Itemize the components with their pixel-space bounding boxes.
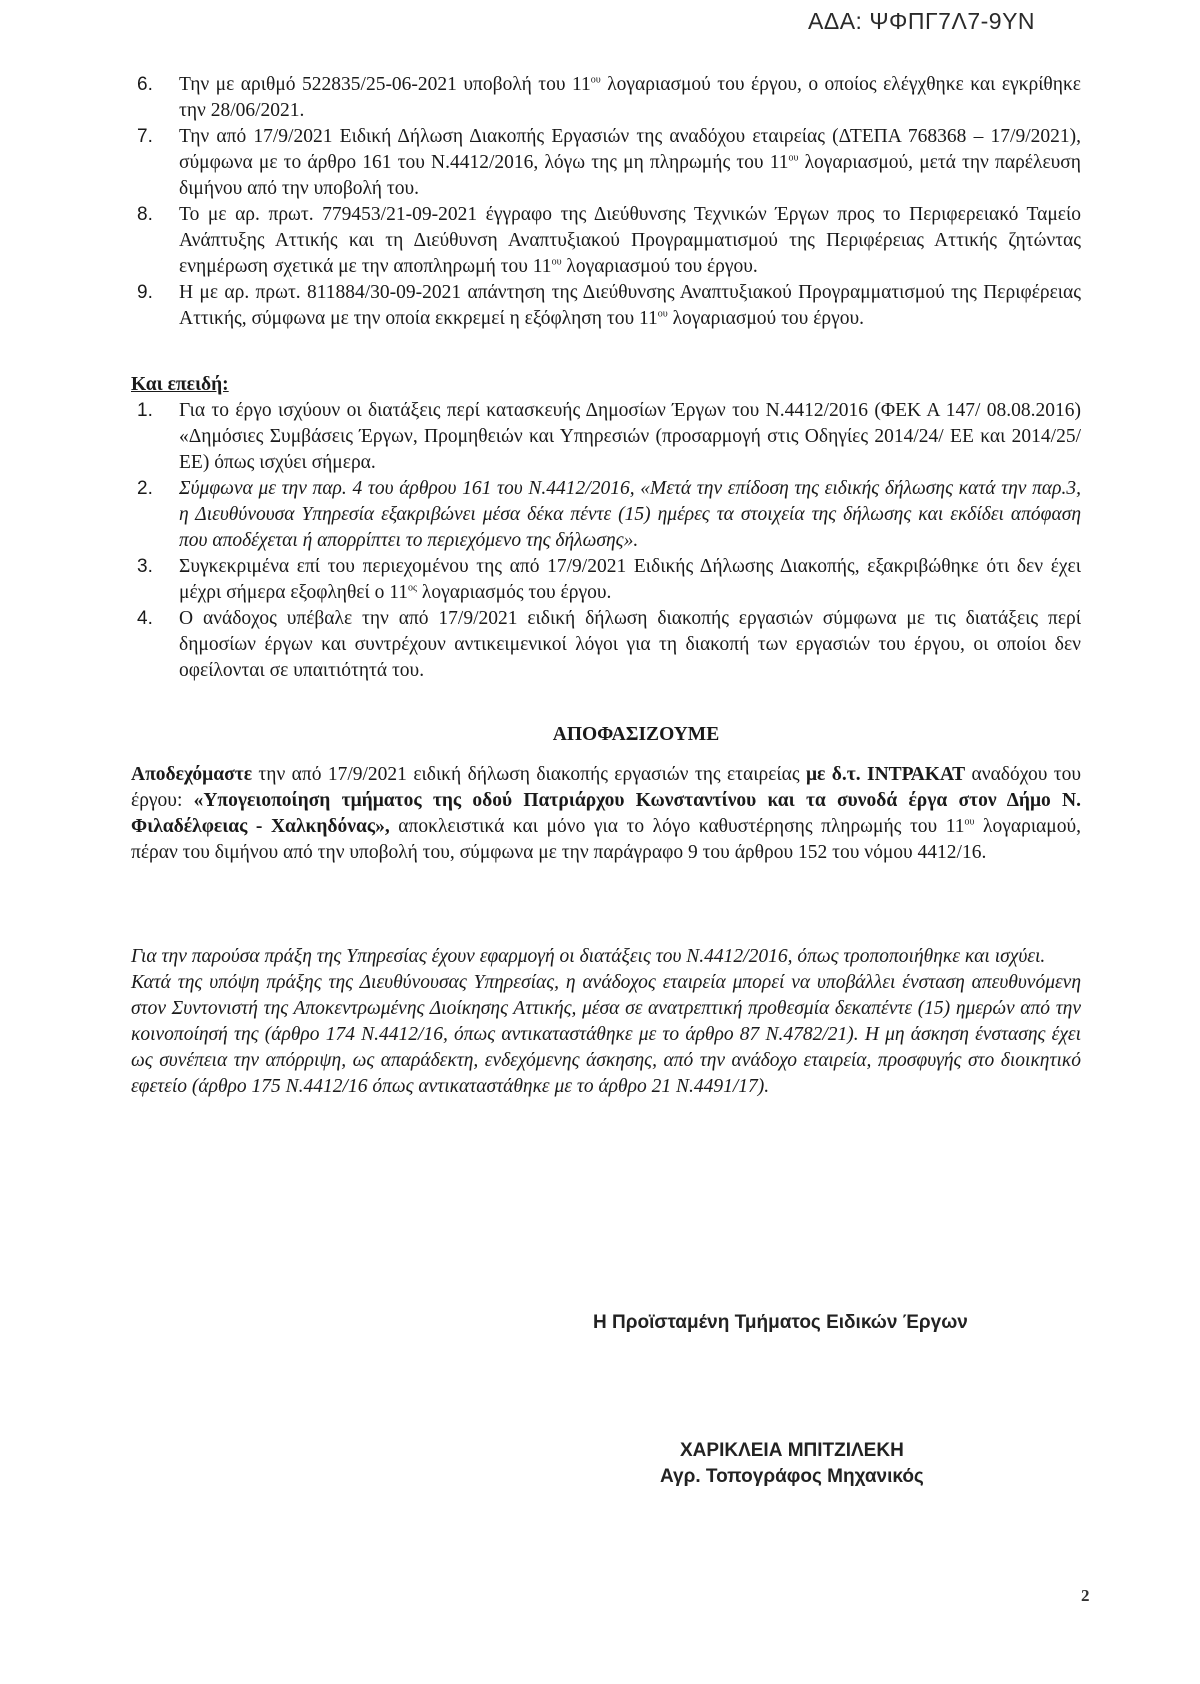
page-number: 2 <box>1081 1586 1090 1605</box>
legal-note-objection: Κατά της υπόψη πράξης της Διευθύνουσας Υπηρεσίας, η ανάδοχος εταιρεία μπορεί να υποβάλλει ένσταση απευθυνόμενη στον Συντονιστή της Αποκεντρωμένης Διοίκησης Αττικής, μέσα σε ανατρεπτική προθεσμία δεκαπέντε (15) ημερών από την κοινοποίησή της (άρθρο 174 Ν.4412/16, όπως αντικαταστάθηκε με το άρθρο 87 Ν.4782/21). Η μη άσκηση ένστασης έχει ως συνέπεια την απόρριψη, ως απαράδεκτη, ενδεχόμενης άσκησης, από την ανάδοχο εταιρεία, προσφυγής στο διοικητικό εφετείο (άρθρο 175 Ν.4412/16 όπως αντικαταστάθηκε με το άρθρο 21 Ν.4491/17). <box>131 972 1081 1097</box>
item-number: 4. <box>137 608 153 629</box>
whereas-heading: Και επειδή: <box>131 374 229 395</box>
consideration-item-6: 6. Την με αριθμό 522835/25-06-2021 υποβολή του $11^{o\upsilon}$ λογαριασμού του έργου, ο οποίος ελέγχθηκε και εγκρίθηκε την 28/06/2021. <box>137 74 1081 121</box>
item-number: 9. <box>137 282 153 303</box>
decision-title: ΑΠΟΦΑΣΙΖΟΥΜΕ <box>552 724 720 745</box>
consideration-item-8: 8. Το με αρ. πρωτ. 779453/21-09-2021 έγγραφο της Διεύθυνσης Τεχνικών Έργων προς το Περιφερειακό Ταμείο Ανάπτυξης Αττικής και τη Διεύθυνση Αναπτυξιακού Προγραμματισμού της Περιφέρειας Αττικής ζητώντας ενημέρωση σχετικά με την αποπληρωμή του $11^{o\upsilon}$ λογαριασμού του έργου. <box>137 204 1081 277</box>
signer-role: Η Προϊσταμένη Τμήματος Ειδικών Έργων <box>593 1312 968 1333</box>
consideration-item-7: 7. Την από 17/9/2021 Ειδική Δήλωση Διακοπής Εργασιών της αναδόχου εταιρείας (ΔΤΕΠΑ 768368 – 17/9/2021), σύμφωνα με το άρθρο 161 του Ν.4412/2016, λόγω της μη πληρωμής του $11^{o\upsilon}$ λογαριασμού, μετά την παρέλευση διμήνου από την υποβολή του. <box>137 126 1081 199</box>
decision-paragraph: Αποδεχόμαστε την από 17/9/2021 ειδική δήλωση διακοπής εργασιών της εταιρείας με δ.τ. ΙΝΤΡΑΚΑΤ αναδόχου του έργου: «Υπογειοποίηση τμήματος της οδού Πατριάρχου Κωνσταντίνου και τα συνοδά έργα στον Δήμο Ν. Φιλαδέλφειας - Χαλκηδόνας», αποκλειστικά και μόνο για το λόγο καθυστέρησης πληρωμής του $11^{o\upsilon}$ λογαριαμού, πέραν του διμήνου από την υποβολή του, σύμφωνα με την παράγραφο 9 του άρθρου 152 του νόμου 4412/16. <box>131 764 1082 863</box>
whereas-item-4: 4. Ο ανάδοχος υπέβαλε την από 17/9/2021 ειδική δήλωση διακοπής εργασιών σύμφωνα με τις διατάξεις περί δημοσίων έργων και συντρέχουν αντικειμενικοί λόγοι για τη διακοπή των εργασιών του έργου, οι οποίοι δεν οφείλονται σε υπαιτιότητά του. <box>137 608 1081 681</box>
whereas-item-3: 3. Συγκεκριμένα επί του περιεχομένου της από 17/9/2021 Ειδικής Δήλωσης Διακοπής, εξακριβώθηκε ότι δεν έχει μέχρι σήμερα εξοφληθεί ο $11^{o\varsigma}$ λογαριασμός του έργου. <box>137 556 1081 603</box>
item-number: 2. <box>137 478 153 499</box>
whereas-list <box>131 398 1081 684</box>
considerations-list <box>131 72 1081 332</box>
document-body <box>131 72 1081 1100</box>
item-number: 6. <box>137 74 153 95</box>
item-number: 7. <box>137 126 153 147</box>
item-number: 3. <box>137 556 153 577</box>
legal-note-applicability: Για την παρούσα πράξη της Υπηρεσίας έχουν εφαρμογή οι διατάξεις του Ν.4412/2016, όπως τροποποιήθηκε και ισχύει. <box>131 946 1046 967</box>
whereas-item-2: 2. Σύμφωνα με την παρ. 4 του άρθρου 161 του Ν.4412/2016, «Μετά την επίδοση της ειδικής δήλωσης κατά την παρ.3, η Διευθύνουσα Υπηρεσία εξακριβώνει μέσα δέκα πέντε (15) ημέρες τα στοιχεία της δήλωσης και εκδίδει απόφαση που αποδέχεται ή απορρίπτει το περιεχόμενο της δήλωσης». <box>137 478 1081 551</box>
consideration-item-9: 9. Η με αρ. πρωτ. 811884/30-09-2021 απάντηση της Διεύθυνσης Αναπτυξιακού Προγραμματισμού της Περιφέρειας Αττικής, σύμφωνα με την οποία εκκρεμεί η εξόφληση του $11^{o\upsilon}$ λογαριασμού του έργου. <box>137 282 1081 329</box>
whereas-item-1: 1. Για το έργο ισχύουν οι διατάξεις περί κατασκευής Δημοσίων Έργων του Ν.4412/2016 (ΦΕΚ Α 147/ 08.08.2016) «Δημόσιες Συμβάσεις Έργων, Προμηθειών και Υπηρεσιών (προσαρμογή στις Οδηγίες 2014/24/ ΕΕ και 2014/25/ΕΕ) όπως ισχύει σήμερα. <box>137 400 1081 473</box>
item-number: 8. <box>137 204 153 225</box>
signer-name: ΧΑΡΙΚΛΕΙΑ ΜΠΙΤΖΙΛΕΚΗ <box>680 1440 904 1461</box>
item-number: 1. <box>137 400 153 421</box>
signer-title: Αγρ. Τοπογράφος Μηχανικός <box>660 1466 924 1487</box>
ada-code: ΑΔΑ: ΨΦΠΓ7Λ7-9ΥΝ <box>808 8 1036 34</box>
